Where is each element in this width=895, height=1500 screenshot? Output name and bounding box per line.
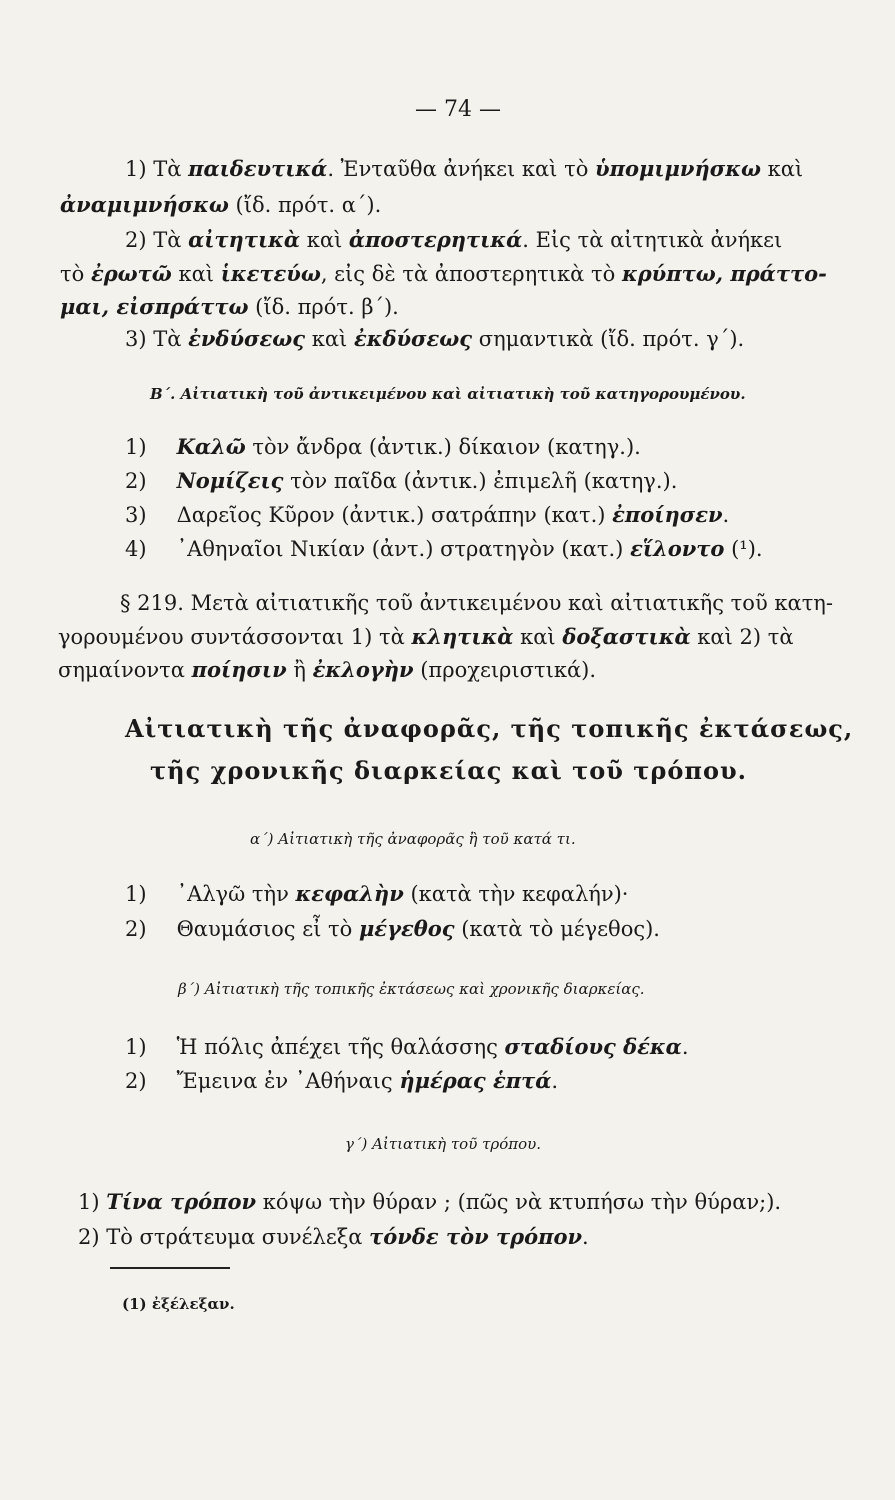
text: 1) Τὰ (125, 157, 189, 181)
text: Θαυμάσιος εἶ τὸ (176, 917, 359, 941)
text: σημαντικὰ (ἴδ. πρότ. γ΄). (472, 327, 745, 351)
text: καὶ (300, 228, 349, 252)
example-number: 1) (125, 1035, 147, 1059)
term: κρύπτω, πράττο- (621, 261, 827, 286)
text: καὶ (305, 327, 354, 351)
term: κλητικὰ (411, 624, 514, 649)
term: δοξαστικὰ (562, 624, 691, 649)
text: 3) Τὰ (125, 327, 189, 351)
text: καὶ 2) τὰ (690, 625, 794, 649)
example-a-1 (125, 880, 628, 908)
para-2-line-2 (60, 260, 827, 288)
section-heading-line-1: Αἰτιατικὴ τῆς ἀναφορᾶς, τῆς τοπικῆς ἐκτάσεως, (125, 714, 854, 743)
footnote-rule (110, 1267, 230, 1269)
text: σημαίνοντα (58, 658, 192, 682)
para-2-line-1 (125, 226, 782, 254)
text: . Ἐνταῦθα ἀνήκει καὶ τὸ (327, 157, 596, 181)
para-1-line-2 (60, 191, 381, 219)
example-b-2 (125, 467, 677, 495)
term: τόνδε τὸν τρόπον (369, 1224, 583, 1249)
para-1-line-1 (125, 155, 803, 183)
text: 2) Τὰ (125, 228, 189, 252)
term: Τίνα τρόπον (106, 1189, 257, 1214)
example-number: 1) (125, 435, 147, 459)
example-number: 2) (125, 1069, 147, 1093)
example-number: 2) (125, 917, 147, 941)
text: . (582, 1225, 589, 1249)
term: ἐνδύσεως (188, 326, 306, 351)
term: αἰτητικὰ (188, 227, 301, 252)
para-219-line-3 (58, 656, 596, 684)
example-a-2 (125, 915, 660, 943)
text: (κατὰ τὸ μέγεθος). (454, 917, 660, 941)
example-number: 2) (125, 469, 147, 493)
example-c-2 (78, 1223, 589, 1251)
text: τὸν παῖδα (ἀντικ.) ἐπιμελῆ (κατηγ.). (283, 469, 678, 493)
section-heading-line-2: τῆς χρονικῆς διαρκείας καὶ τοῦ τρόπου. (150, 756, 747, 785)
text: . (722, 503, 730, 527)
text: (¹). (724, 537, 763, 561)
text: καὶ (513, 625, 563, 649)
para-219-line-2 (58, 623, 794, 651)
example-number: 1) (78, 1190, 107, 1214)
term: εἵλοντο (630, 536, 725, 561)
example-b-3 (125, 501, 729, 529)
text: ᾿Αθηναῖοι Νικίαν (ἀντ.) στρατηγὸν (κατ.) (176, 537, 631, 561)
term: Καλῶ (176, 434, 246, 459)
example-c-1 (78, 1188, 781, 1216)
term: μαι, εἰσπράττω (60, 294, 249, 319)
term: Νομίζεις (176, 468, 284, 493)
term: παιδευτικά (188, 156, 328, 181)
term: ἐκλογὴν (312, 657, 414, 682)
text: Δαρεῖος Κῦρον (ἀντικ.) σατράπην (κατ.) (176, 503, 613, 527)
term: μέγεθος (358, 916, 455, 941)
example-b2-2 (125, 1067, 558, 1095)
text: καὶ (171, 262, 221, 286)
text: Τὸ στράτευμα συνέλεξα (106, 1225, 370, 1249)
example-b2-1 (125, 1033, 689, 1061)
section-b-title: Β΄. Αἰτιατικὴ τοῦ ἀντικειμένου καὶ αἰτιατικὴ τοῦ κατηγορουμένου. (150, 385, 746, 403)
term: σταδίους δέκα (504, 1034, 682, 1059)
term: ἱκετεύω (220, 261, 321, 286)
text: κόψω τὴν θύραν ; (πῶς νὰ κτυπήσω τὴν θύραν;). (256, 1190, 782, 1214)
page-number: — 74 — (415, 97, 501, 122)
term: ἡμέρας ἑπτά (399, 1068, 552, 1093)
subsection-a-title: α΄) Αἰτιατικὴ τῆς ἀναφορᾶς ἢ τοῦ κατά τι. (250, 830, 576, 848)
text: (ἴδ. πρότ. β΄). (248, 295, 399, 319)
text: ἢ (286, 658, 313, 682)
term: κεφαλὴν (295, 881, 404, 906)
term: ἐρωτῶ (90, 261, 172, 286)
para-3 (125, 325, 744, 353)
example-number: 3) (125, 503, 147, 527)
para-2-line-3 (60, 293, 399, 321)
text: Ἡ πόλις ἀπέχει τῆς θαλάσσης (176, 1035, 505, 1059)
text: . (551, 1069, 559, 1093)
text: (ἴδ. πρότ. α΄). (228, 193, 382, 217)
subsection-c-title: γ΄) Αἰτιατικὴ τοῦ τρόπου. (345, 1135, 542, 1153)
text: (προχειριστικά). (413, 658, 596, 682)
example-number: 2) (78, 1225, 107, 1249)
term: ποίησιν (191, 657, 287, 682)
text: . Εἰς τὰ αἰτητικὰ ἀνήκει (522, 228, 783, 252)
text: γορουμένου συντάσσονται 1) τὰ (58, 625, 412, 649)
term: ἀναμιμνήσκω (60, 192, 229, 217)
term: ἐποίησεν (612, 502, 723, 527)
text: , εἰς δὲ τὰ ἀποστερητικὰ τὸ (320, 262, 622, 286)
footnote: (1) ἐξέλεξαν. (122, 1295, 235, 1313)
subsection-b-title: β΄) Αἰτιατικὴ τῆς τοπικῆς ἐκτάσεως καὶ χρονικῆς διαρκείας. (178, 980, 645, 998)
text: Ἔμεινα ἐν ᾿Αθήναις (176, 1069, 400, 1093)
term: ἐκδύσεως (353, 326, 473, 351)
text: . (681, 1035, 689, 1059)
text: καὶ (760, 157, 804, 181)
example-number: 1) (125, 882, 147, 906)
term: ὑπομιμνήσκω (595, 156, 761, 181)
text: τὸ (60, 262, 91, 286)
text: τὸν ἄνδρα (ἀντικ.) δίκαιον (κατηγ.). (245, 435, 641, 459)
example-b-4 (125, 535, 763, 563)
para-219-line-1: § 219. Μετὰ αἰτιατικῆς τοῦ ἀντικειμένου καὶ αἰτιατικῆς τοῦ κατη- (120, 591, 833, 615)
text: ᾿Αλγῶ τὴν (176, 882, 296, 906)
example-b-1 (125, 433, 641, 461)
term: ἀποστερητικά (348, 227, 523, 252)
text: (κατὰ τὴν κεφαλήν)· (403, 882, 629, 906)
example-number: 4) (125, 537, 147, 561)
